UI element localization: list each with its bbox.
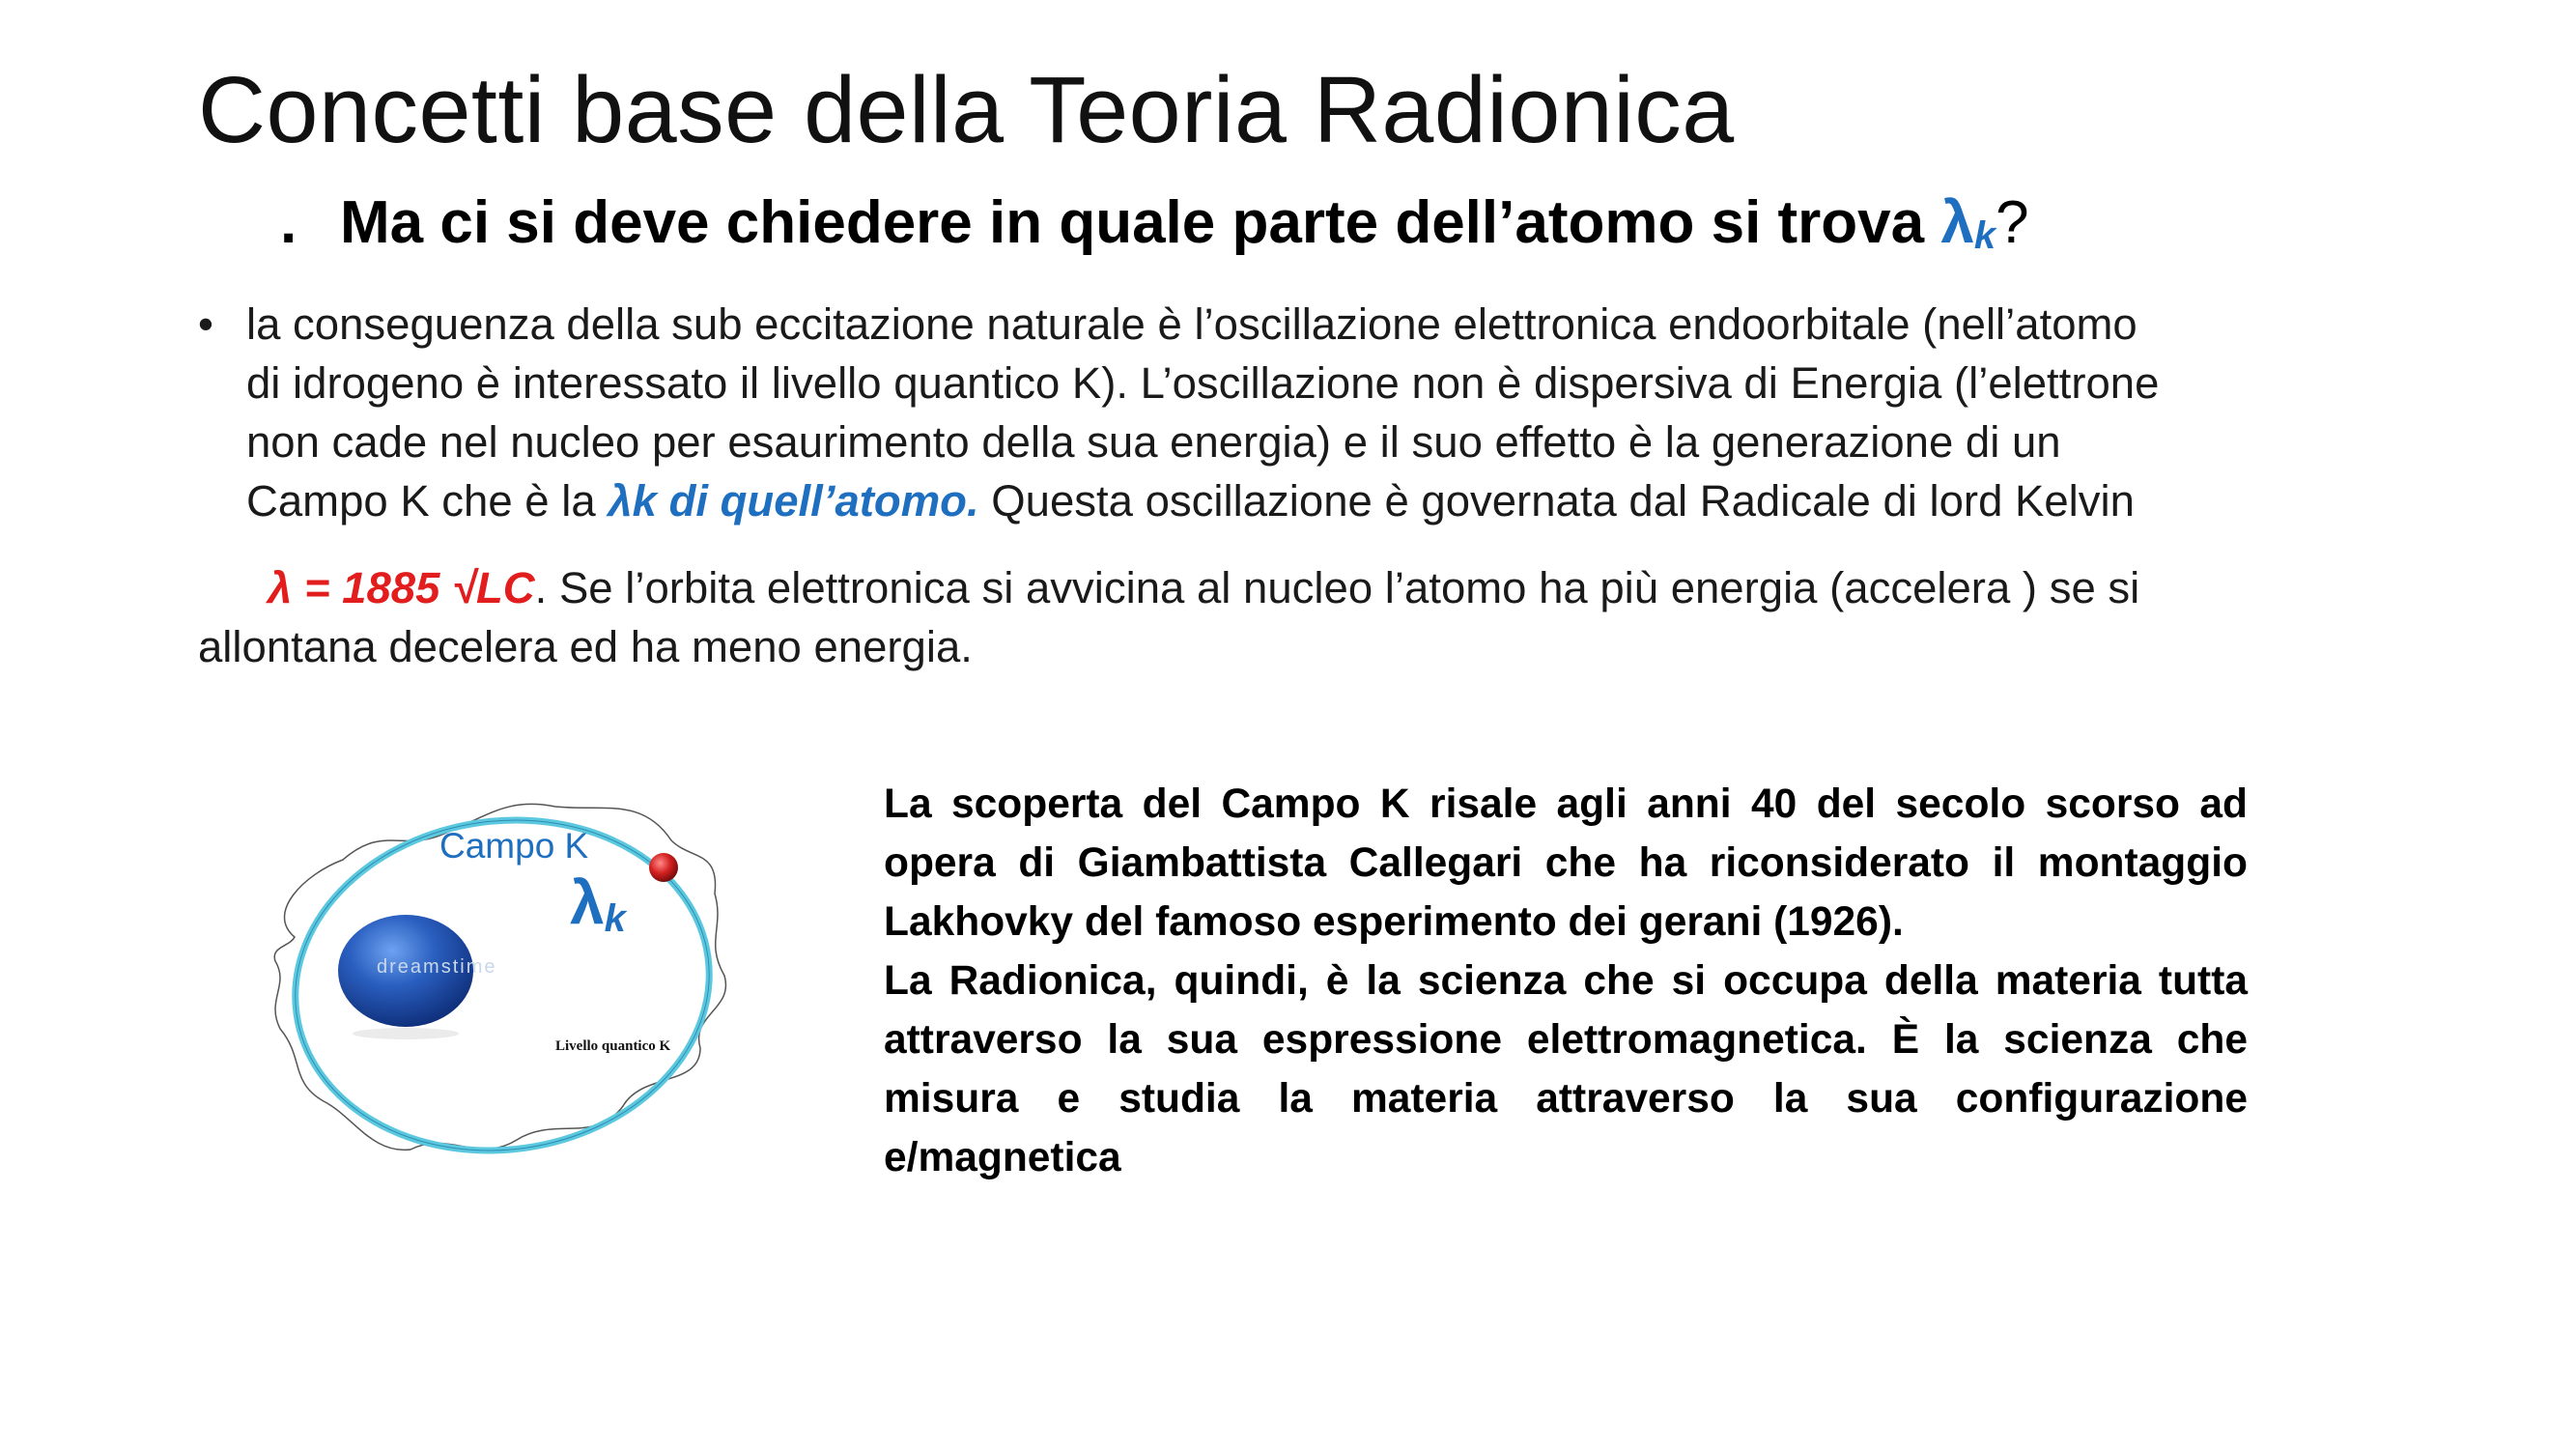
paragraph-line: La scoperta del Campo K risale agli anni 40 del secolo scorso ad <box>884 781 2248 827</box>
question-text: Ma ci si deve chiedere in quale parte dell’atomo si trova <box>340 189 1941 256</box>
bullet-line-1: la conseguenza della sub eccitazione naturale è l’oscillazione elettronica endoorbitale (nell’atomo <box>246 299 2137 349</box>
paragraph-line: opera di Giambattista Callegari che ha riconsiderato il montaggio <box>884 840 2248 886</box>
paragraph-line: La Radionica, quindi, è la scienza che si occupa della materia tutta <box>884 958 2248 1004</box>
discovery-paragraph <box>884 775 2248 1187</box>
lambda-symbol: λ <box>1940 189 1974 256</box>
paragraph-line: attraverso la sua espressione elettromagnetica. È la scienza che <box>884 1017 2248 1063</box>
question-dot: . <box>280 189 297 256</box>
question-mark: ? <box>1996 189 2029 256</box>
diagram-lambda-symbol: λ <box>570 867 605 937</box>
slide-title: Concetti base della Teoria Radionica <box>198 57 1735 162</box>
paragraph-line: misura e studia la materia attraverso la sua configurazione <box>884 1076 2248 1122</box>
formula-line-1-rest: . Se l’orbita elettronica si avvicina al nucleo l’atomo ha più energia (accelera ) se si <box>534 563 2140 612</box>
atom-diagram <box>237 768 778 1193</box>
bullet-line-4 <box>246 471 2420 530</box>
bullet-line-2: di idrogeno è interessato il livello quantico K). L’oscillazione non è dispersiva di Energia (l’elettrone <box>246 358 2160 408</box>
paragraph-line: e/magnetica <box>884 1135 1121 1180</box>
bullet-line-4-emphasis: λk di quell’atomo. <box>608 476 979 526</box>
paragraph-line: Lakhovky del famoso esperimento dei gerani (1926). <box>884 899 1904 945</box>
bullet-line-3: non cade nel nucleo per esaurimento della sua energia) e il suo effetto è la generazione di un <box>246 417 2061 467</box>
kelvin-formula: λ = 1885 √LC <box>268 563 535 612</box>
question-heading <box>280 188 2029 258</box>
question-lambda <box>1940 189 1996 256</box>
lambda-subscript: k <box>1973 214 1996 257</box>
livello-quantico-label: Livello quantico K <box>555 1038 671 1054</box>
bullet-line-4-start: Campo K che è la <box>246 476 609 526</box>
formula-paragraph <box>198 558 2420 676</box>
diagram-lambda-subscript: k <box>604 897 626 940</box>
formula-line-1 <box>198 558 2420 617</box>
bullet-line-4-end: Questa oscillazione è governata dal Radicale di lord Kelvin <box>978 476 2135 526</box>
nucleus-shadow <box>353 1028 459 1039</box>
campo-k-label: Campo K <box>439 826 589 866</box>
watermark: dreamstime <box>377 956 497 978</box>
bullet-marker: • <box>198 299 213 349</box>
electron <box>649 853 678 882</box>
formula-line-2: allontana decelera ed ha meno energia. <box>198 622 973 671</box>
bullet-paragraph <box>198 295 2420 530</box>
diagram-lambda-label <box>570 867 626 941</box>
